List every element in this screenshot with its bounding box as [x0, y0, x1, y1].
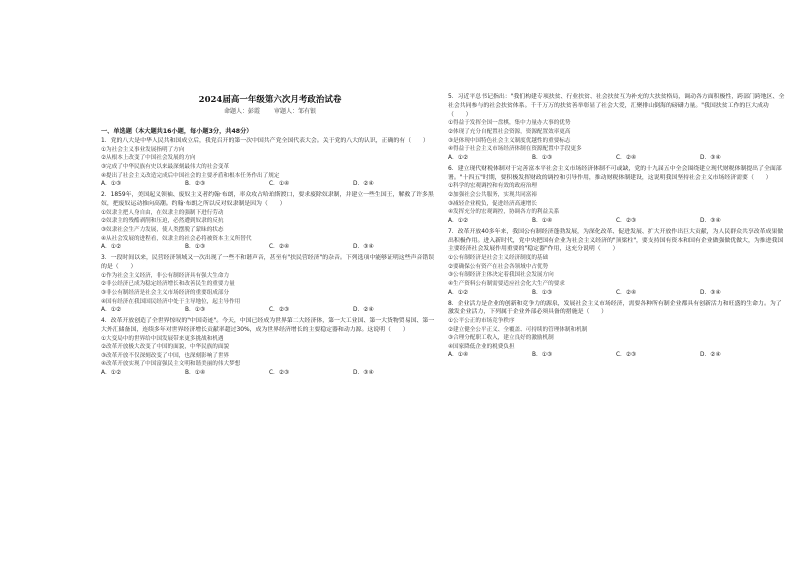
statement-option: ③合理分配职工收入，建立良好的激励机制 — [448, 335, 554, 342]
left-column — [101, 123, 439, 380]
statement-option: ④国有经济在我国国民经济中处于主导地位，起主导作用 — [101, 298, 241, 305]
page-title: 2024届高一年级第六次月考政治试卷 — [198, 95, 342, 105]
question-block — [101, 137, 439, 189]
answer-choice[interactable]: B．①③ — [185, 307, 206, 314]
answer-choice[interactable]: B．②③ — [185, 181, 206, 188]
answer-choice[interactable]: D．③④ — [353, 370, 374, 377]
question-stem: 1．党的八大是中华人民共和国成立后，我党召开的第一次中国共产党全国代表大会。关于党的八大的认识，正确的有（ ） — [101, 138, 429, 144]
answer-choices — [101, 180, 439, 189]
question-stem: 3．一段时间以来，民营经济领域又一次出现了一些不和谐声音，甚至有"扶民营经济"的杂音。下列选项中能够证明这些声音错误的是（ ） — [101, 255, 435, 270]
answer-choice[interactable]: D．②④ — [700, 352, 721, 359]
answer-choice[interactable]: C．②④ — [616, 154, 637, 161]
statement-option: ④生产资料公有制需要适应社会化大生产的要求 — [448, 280, 565, 287]
answer-choice[interactable]: A．①③ — [101, 181, 122, 188]
question-block — [101, 317, 439, 378]
statement-option: ①公有制经济是社会主义经济制度的基础 — [448, 255, 549, 262]
author-label: 命题人：彭霞 — [224, 108, 261, 115]
section-heading: 一、单选题（本大题共16小题，每小题3分，共48分） — [101, 128, 253, 135]
question-block — [448, 165, 786, 226]
answer-choice[interactable]: A．①② — [448, 154, 469, 161]
answer-choice[interactable]: A．①② — [448, 217, 469, 224]
answer-choices — [448, 217, 786, 226]
statement-option: ③公有制经济主体决定着我国社会发展方向 — [448, 272, 554, 279]
question-stem: 5．习近平总书记指出："我们构建专项扶贫、行业扶贫、社会扶贫互为补充的大扶贫格局，调动各方面积极性，跨部门跨地区、全社会共同参与的社会扶贫体系。千千万万的扶贫善举彰显了社会大爱，汇聚排山倒海的磅礴力量。"我国扶贫工作的巨大成功（ ） — [448, 94, 785, 118]
statement-option: ②建立健全公平正义、全覆盖、可持续的管理体制和机制 — [448, 326, 588, 333]
question-stem: 4．改革开放创造了全世界惊叹的"中国奇迹"。今天，中国已经成为世界第二大经济体，第一大工业国、第一大货物贸易国、第一大外汇储备国，连续多年对世界经济增长贡献率超过30%，成为世界经济增长的主要稳定器和动力源。这说明（ ） — [101, 318, 435, 333]
statement-option: ①为社会主义事业发展指明了方向 — [101, 146, 185, 153]
answer-choice[interactable]: C．②④ — [616, 289, 637, 296]
statement-option: ①大变局中的世界给中国发展带来更多挑战和机遇 — [101, 335, 224, 342]
statement-option: ③奴隶社会生产力发展，使人类摆脱了蒙昧的状态 — [101, 226, 224, 233]
answer-choice[interactable]: C．②③ — [616, 352, 637, 359]
right-column — [448, 93, 786, 362]
author-line — [101, 106, 439, 115]
statement-option: ③是体现中国特色社会主义制度优越性的重要标志 — [448, 137, 571, 144]
statement-option: ③改革开放不仅深刻改变了中国，也深刻影响了世界 — [101, 352, 230, 359]
answer-choices — [448, 351, 786, 360]
answer-choice[interactable]: C．①④ — [269, 181, 290, 188]
answer-choice[interactable]: A．①② — [448, 289, 469, 296]
answer-choice[interactable]: B．①④ — [185, 370, 206, 377]
question-stem: 6．建立现代财税体制对于完善富本平社会主义市场经济体制不可或缺，党的十九届五中全会围绕建立现代财税体制提出了全面部署。"十四五"时期，要积极发挥财政的调控和引导作用，推动财税体制建设，这说明我国坚持社会主义市场经济需要（ ） — [448, 165, 782, 181]
answer-choice[interactable]: C．②③ — [269, 370, 290, 377]
answer-choices — [101, 243, 439, 252]
statement-option: ③减轻企业税负，促进经济高速增长 — [448, 200, 537, 207]
answer-choice[interactable]: A．①② — [101, 370, 122, 377]
statement-option: ①科学的宏观调控和有效的政府治理 — [448, 183, 537, 190]
statement-option: ①得益于发挥全国一盘棋，集中力量办大事的优势 — [448, 120, 571, 127]
question-block — [448, 93, 786, 163]
answer-choice[interactable]: B．①③ — [185, 244, 206, 251]
question-block — [448, 300, 786, 361]
answer-choices — [101, 369, 439, 378]
question-stem: 7．改革开放40多年来，我国公有制经济蓬勃发展，为深化改革、促进发展、扩大开放作出巨大贡献，为人民群众共享改革成果做出积极作用。进入新时代，党中央把国有企业为社会主义经济的"顶梁柱"，要支持国有资本和国有企业做强做优做大，为推进我国主要经济社会发展作用重要的"稳定器"作用，这充分说明（ ） — [448, 228, 784, 253]
answer-choice[interactable]: A．①④ — [448, 352, 469, 359]
answer-choices — [101, 306, 439, 315]
statement-option: ②从根本上改变了中国社会发展的方向 — [101, 155, 196, 162]
question-list-left — [101, 137, 439, 378]
statement-option: ②加强社会公共服务，实现共同富裕 — [448, 191, 537, 198]
answer-choice[interactable]: D．②④ — [353, 307, 374, 314]
answer-choice[interactable]: D．③④ — [700, 217, 721, 224]
statement-option: ④改革开放实现了中国富强民主文明和谐美丽的伟大梦想 — [101, 361, 241, 368]
question-stem: 8．企业活力是企业的创新和竞争力的源泉，发展社会主义市场经济，需要各种所有制企业都具有创新活力和旺盛的生命力。为了激发企业活力，下列属于企业外部必须具备的措施是（ ） — [448, 300, 782, 316]
answer-choice[interactable]: A．①② — [101, 307, 122, 314]
question-block — [448, 228, 786, 298]
statement-option: ④得益于社会主义市场经济体制在资源配置中手段更多 — [448, 146, 582, 153]
statement-option: ②要确保公有资产在社会各领域中占优势 — [448, 263, 549, 270]
statement-option: ④提出了社会主义改造完成后中国社会的主要矛盾和根本任务作出了规定 — [101, 172, 280, 179]
question-block — [101, 191, 439, 252]
answer-choice[interactable]: D．②④ — [353, 181, 374, 188]
answer-choice[interactable]: A．①② — [101, 244, 122, 251]
statement-option: ②奴隶主的残酷剥削和压迫，必然遭到奴隶的反抗 — [101, 218, 224, 225]
statement-option: ③非公有制经济是社会主义市场经济的重要组成部分 — [101, 289, 230, 296]
answer-choice[interactable]: D．③④ — [353, 244, 374, 251]
answer-choice[interactable]: C．②④ — [269, 244, 290, 251]
statement-option: ④发挥充分的宏观调控，协调各方的利益关系 — [448, 209, 560, 216]
answer-choice[interactable]: B．①③ — [532, 154, 553, 161]
statement-option: ②非公经济已成为稳定经济增长和改善民生的重要力量 — [101, 281, 235, 288]
reviewer-label: 审题人：邹有银 — [273, 108, 316, 115]
statement-option: ②改革开放极大改变了中国的面貌，中华民族的面貌 — [101, 344, 230, 351]
statement-option: ①公平公正的市场竞争秩序 — [448, 318, 515, 325]
statement-option: ④从社会发展的进程看，奴隶主的社会必将被资本主义所替代 — [101, 235, 252, 242]
answer-choices — [448, 154, 786, 163]
answer-choice[interactable]: B．①③ — [532, 352, 553, 359]
answer-choice[interactable]: B．①④ — [532, 217, 553, 224]
statement-option: ②体现了充分自配置社会资源，资源配置效率更高 — [448, 128, 571, 135]
answer-choice[interactable]: D．③④ — [700, 289, 721, 296]
question-stem: 2．1859年，美国起义领袖、废奴主义者约翰·布朗，率众攻占哈珀斯渡口，要求废除奴隶制，并建立一些生国王，解救了许多黑奴，把废奴运动推向高潮。约翰·布朗之所以反对奴隶制是因为（ ） — [101, 192, 434, 207]
statement-option: ①奴隶主把人身自由，在奴隶主的强制下进行劳动 — [101, 209, 224, 216]
answer-choice[interactable]: B．①③ — [532, 289, 553, 296]
question-block — [101, 254, 439, 315]
answer-choice[interactable]: C．②③ — [616, 217, 637, 224]
question-list-right — [448, 93, 786, 360]
answer-choice[interactable]: C．②③ — [269, 307, 290, 314]
statement-option: ④国家降低企业的税费负担 — [448, 343, 515, 350]
statement-option: ①作为社会主义经济，非公有制经济具有强大生命力 — [101, 272, 230, 279]
answer-choice[interactable]: D．③④ — [700, 154, 721, 161]
answer-choices — [448, 289, 786, 298]
statement-option: ③完成了中华民族有史以来最深刻最伟大的社会变革 — [101, 163, 230, 170]
